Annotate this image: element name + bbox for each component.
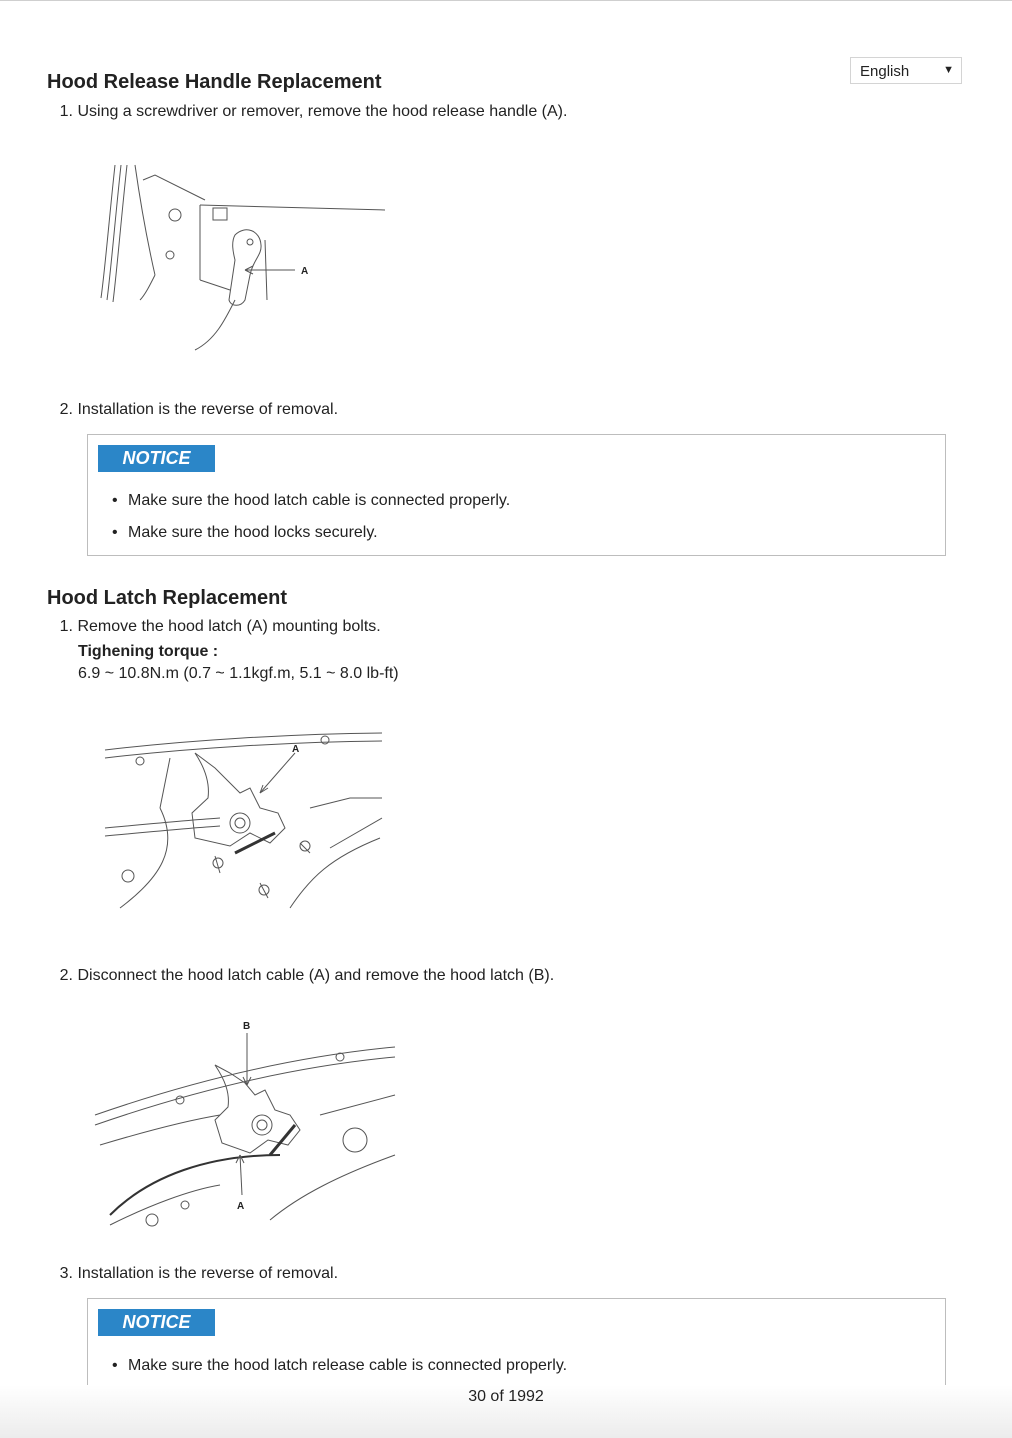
top-border xyxy=(0,0,1012,1)
bullet-icon: • xyxy=(112,492,118,509)
chevron-down-icon: ▼ xyxy=(943,64,954,76)
step-item: 1. Using a screwdriver or remover, remove the hood release handle (A). xyxy=(59,103,568,120)
torque-value: 6.9 ~ 10.8N.m (0.7 ~ 1.1kgf.m, 5.1 ~ 8.0 lb-ft) xyxy=(78,665,399,682)
step-text: Disconnect the hood latch cable (A) and remove the hood latch (B). xyxy=(77,967,555,984)
figure-label: A xyxy=(292,744,300,755)
notice-item: • Make sure the hood latch release cable is connected properly. xyxy=(112,1357,568,1374)
language-selected-value: English xyxy=(860,63,910,80)
step-item: 2. Installation is the reverse of removal. xyxy=(59,401,339,418)
section-title-hood-release: Hood Release Handle Replacement xyxy=(47,71,382,93)
step-item: 2. Disconnect the hood latch cable (A) and remove the hood latch (B). xyxy=(59,967,555,984)
hood-release-handle-figure xyxy=(95,160,395,360)
bullet-icon: • xyxy=(112,1357,118,1374)
notice-badge: NOTICE xyxy=(98,445,215,472)
notice-item: • Make sure the hood locks securely. xyxy=(112,524,378,541)
hood-latch-bolts-figure xyxy=(100,728,390,918)
figure-label: B xyxy=(243,1021,251,1032)
torque-label: Tighening torque : xyxy=(78,643,219,660)
page-number: 30 of 1992 xyxy=(468,1388,544,1405)
step-text: Installation is the reverse of removal. xyxy=(77,1265,339,1282)
step-text: Installation is the reverse of removal. xyxy=(77,401,339,418)
step-item: 1. Remove the hood latch (A) mounting bolts. xyxy=(59,618,381,635)
notice-box xyxy=(87,434,946,556)
hood-latch-cable-figure xyxy=(90,1015,400,1230)
step-text: Using a screwdriver or remover, remove the hood release handle (A). xyxy=(77,103,568,120)
step-item: 3. Installation is the reverse of removal. xyxy=(59,1265,339,1282)
notice-badge: NOTICE xyxy=(98,1309,215,1336)
notice-box xyxy=(87,1298,946,1385)
figure-label: A xyxy=(301,266,309,277)
section-title-hood-latch: Hood Latch Replacement xyxy=(47,587,288,609)
figure-label: A xyxy=(237,1201,245,1212)
bullet-icon: • xyxy=(112,524,118,541)
language-select[interactable] xyxy=(850,57,962,84)
notice-item: • Make sure the hood latch cable is connected properly. xyxy=(112,492,511,509)
step-text: Remove the hood latch (A) mounting bolts. xyxy=(77,618,381,635)
